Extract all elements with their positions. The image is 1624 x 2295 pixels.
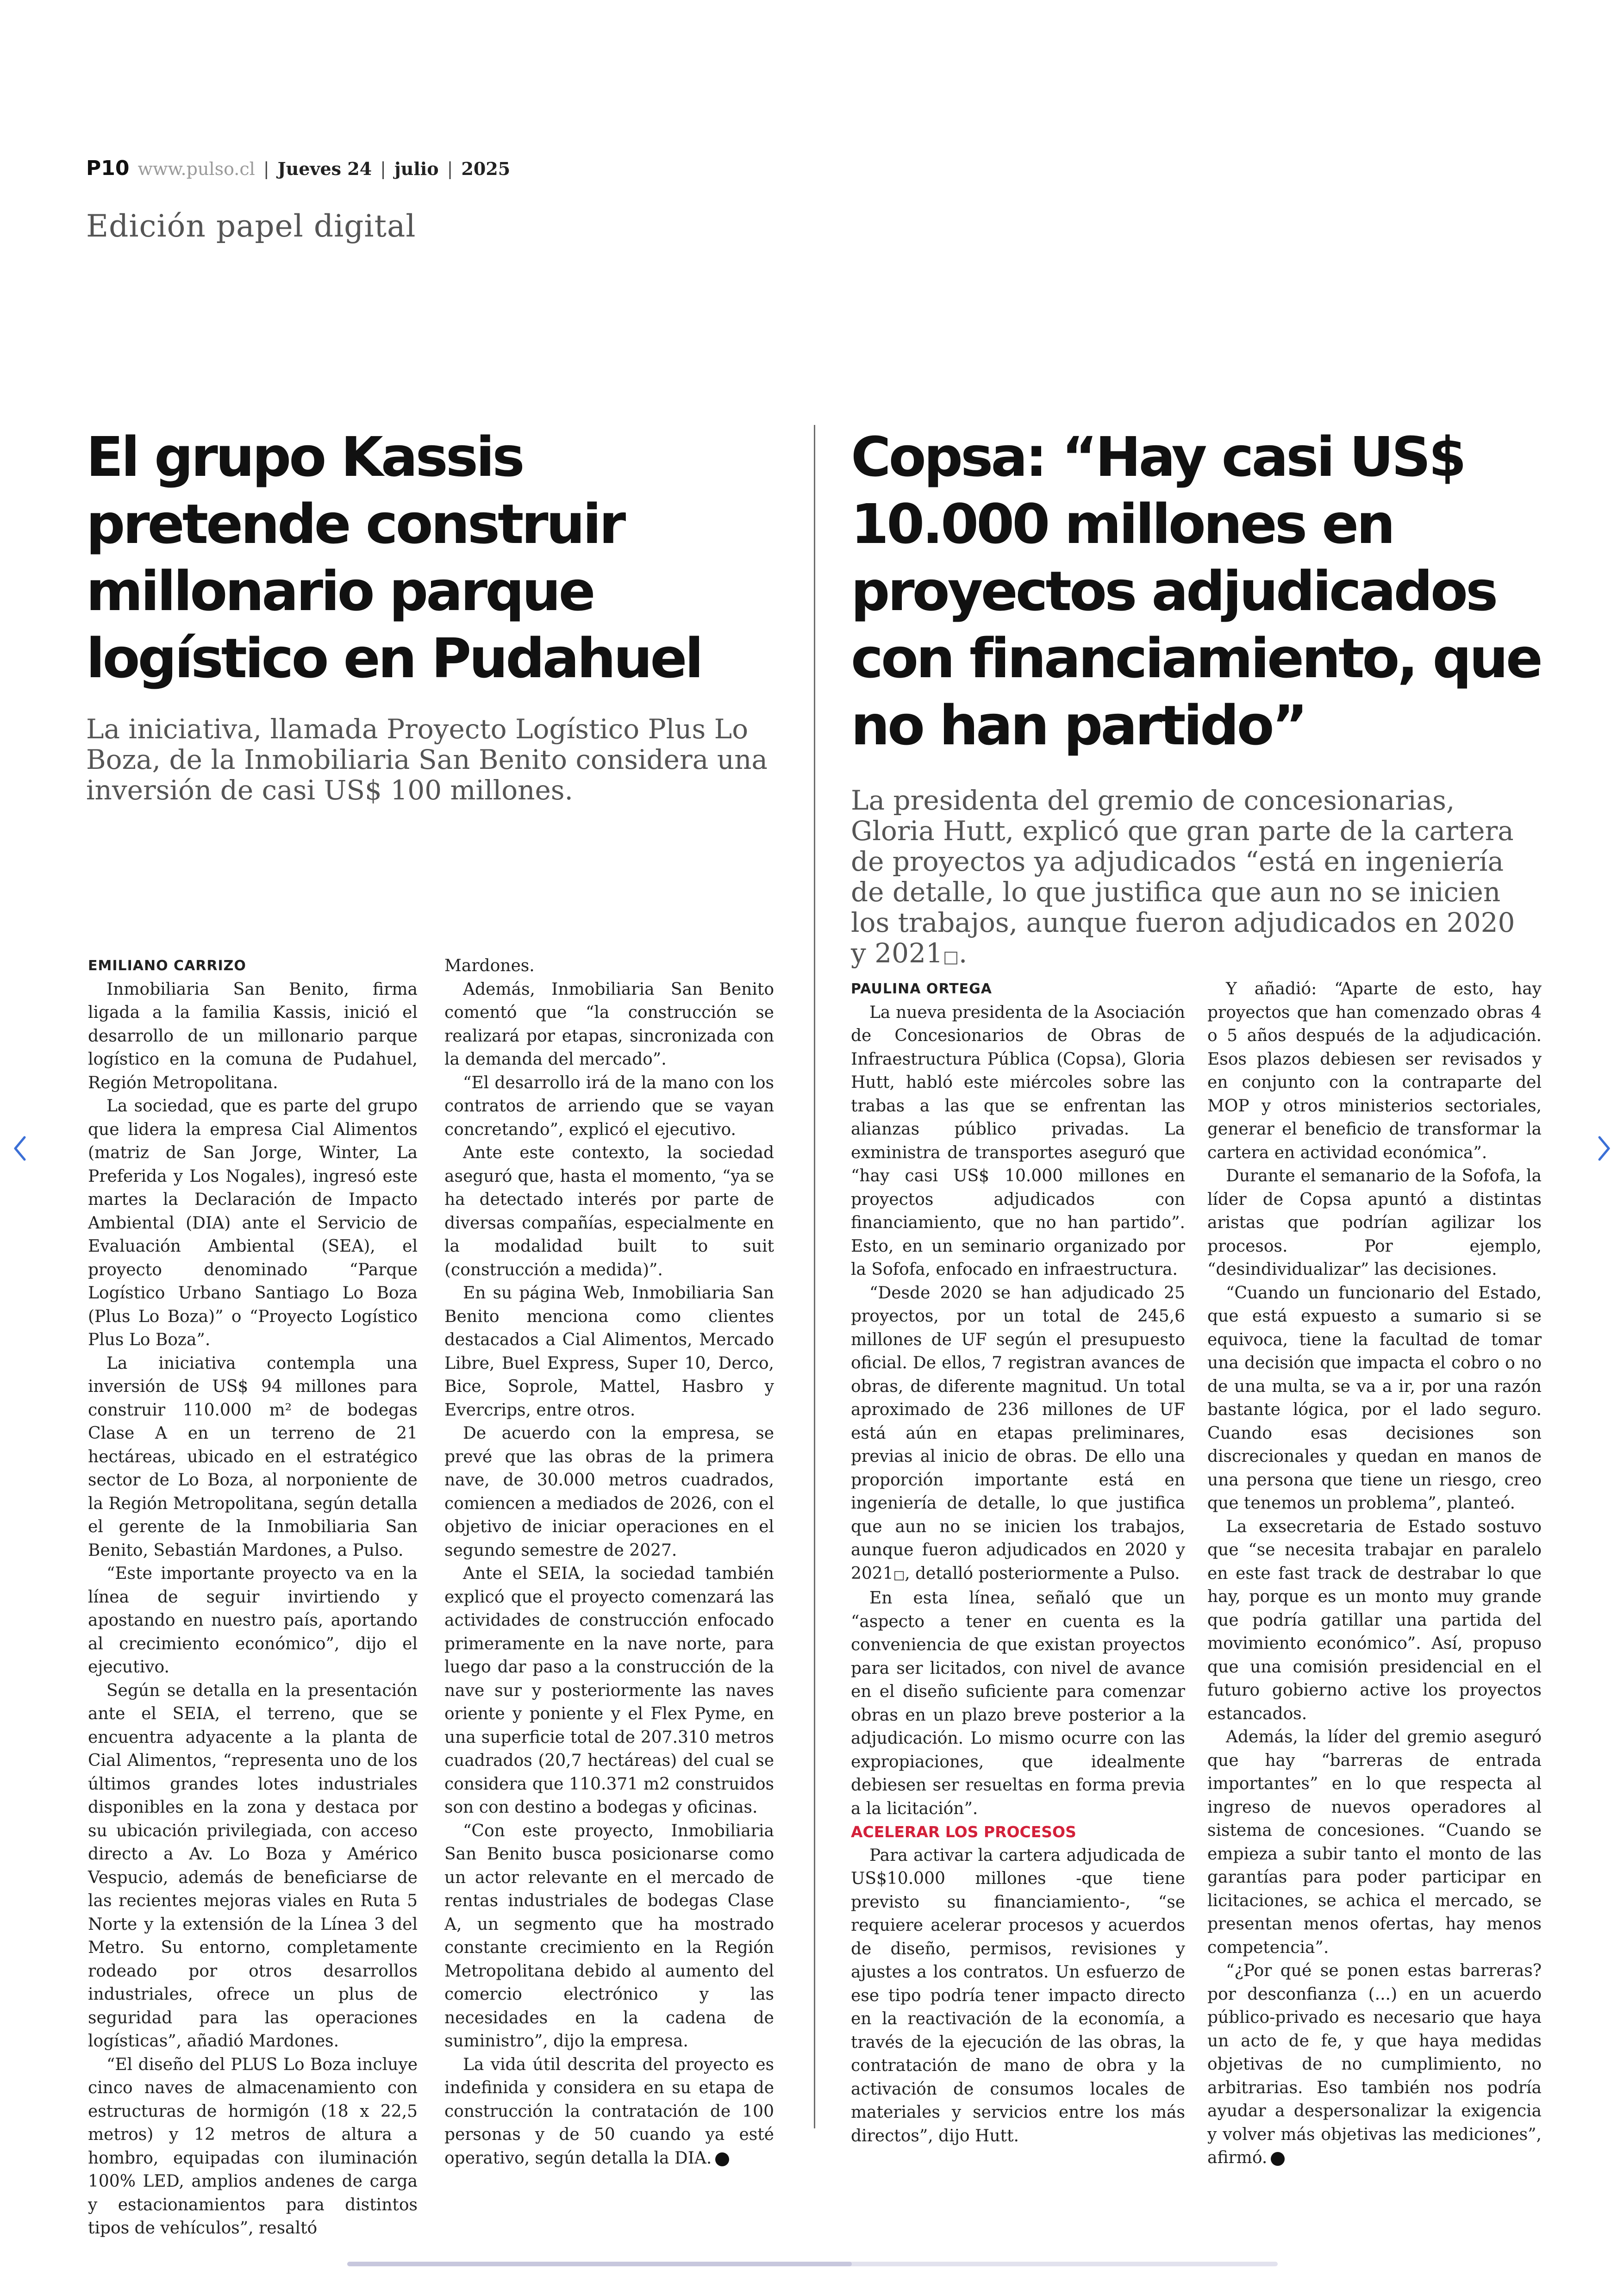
article1-paragraph: Según se detalla en la presentación ante el SEIA, el terreno, que se encuentra adyacente a la planta de Cial Alimentos, “representa uno de los últimos grandes lotes industriales disponibles en la zona y destaca por su ubicación privilegiada, con acceso directo a Av. Lo Boza y Américo Vespucio, además de beneficiarse de las recientes mejoras viales en Ruta 5 Norte y la extensión de la Línea 3 del Metro. Su entorno, completamente rodeado por otros desarrollos industriales, ofrece un plus de seguridad para las operaciones logísticas”, añadió Mardones. <box>88 1681 418 2051</box>
article1-paragraph: Mardones. <box>444 956 535 975</box>
article2-paragraph <box>851 1282 1185 1587</box>
article1-paragraph: Inmobiliaria San Benito, firma ligada a la familia Kassis, inició el desarrollo de un millonario parque logístico en la comuna de Pudahuel, Región Metropolitana. <box>88 979 418 1092</box>
article2-column-2 <box>1207 978 1542 2170</box>
box-glyph: □ <box>943 948 959 967</box>
article2-quote: “Desde 2020 se han adjudicado 25 proyectos, por un total de 245,6 millones de UF según el presupuesto oficial. De ellos, 7 registran avances de obras, de diferente magnitud. Un total aproximado de 236 millones de UF está aún en etapas preliminares, previas al inicio de obras. De ello una proporción importante está en ingeniería de detalle, lo que justifica que aun no se inicien los trabajos, aunque fueron adjudicados en 2020 y 2021 <box>851 1283 1185 1583</box>
article2-subhead: ACELERAR LOS PROCESOS <box>851 1823 1076 1841</box>
article2-column-1 <box>851 978 1185 2148</box>
box-glyph: □ <box>893 1568 905 1582</box>
pulso-end-mark-icon: P <box>715 2152 729 2166</box>
chevron-right-icon <box>1597 1135 1612 1162</box>
header-separator: | <box>380 159 386 179</box>
article1-headline: El grupo Kassis pretende construir millonario parque logístico en Pudahuel <box>86 425 701 690</box>
article2-paragraph: Y añadió: “Aparte de esto, hay proyectos que han comenzado obras 4 o 5 años después de la adjudicación. Esos plazos debiesen ser revisados y en conjunto con la contraparte del MOP y otros ministerios sectoriales, generar el beneficio de transformar la cartera en actividad económica”. <box>1207 979 1542 1162</box>
article2-byline: PAULINA ORTEGA <box>851 981 992 997</box>
article2-deck-text: La presidenta del gremio de concesionarias, Gloria Hutt, explicó que gran parte de la cartera de proyectos ya adjudicados “está en ingeniería de detalle, lo que justifica que aun no se inicien los trabajos, aunque fueron adjudicados en 2020 y 2021 <box>851 785 1515 969</box>
next-page-button[interactable] <box>1590 1128 1619 1169</box>
article2-paragraph: “Cuando un funcionario del Estado, que está expuesto a sumario si se equivoca, tiene la facultad de tomar una decisión que impacta el cobro o no de una multa, se va a ir, por una razón bastante lógica, por el lado seguro. Cuando esas decisiones son discrecionales y quedan en manos de una persona que tiene un riesgo, creo que tenemos un problema”, planteó. <box>1207 1283 1542 1513</box>
article1-paragraph: Ante el SEIA, la sociedad también explicó que el proyecto comenzará las actividades de construcción enfocado primeramente en la nave norte, para luego dar paso a la construcción de la nave sur y posteriormente las naves oriente y poniente y el Flex Pyme, en una superficie total de 207.310 metros cuadrados (20,7 hectáreas) del cual se considera que 110.371 m2 construidos son con destino a bodegas y oficinas. <box>444 1564 774 1817</box>
header-date-day: Jueves 24 <box>277 158 372 179</box>
site-url: www.pulso.cl <box>137 159 255 179</box>
page-header <box>86 156 510 193</box>
chevron-left-icon <box>12 1135 27 1162</box>
article1-paragraph: “El desarrollo irá de la mano con los contratos de arriendo que se vayan concretando”, explicó el ejecutivo. <box>444 1073 774 1139</box>
pulso-end-mark-icon: P <box>1271 2152 1285 2166</box>
article1-last-text: La vida útil descrita del proyecto es indefinida y considera en su etapa de construcción la contratación de 100 personas y de 50 cuando ya esté operativo, según detalla la DIA. <box>444 2055 774 2168</box>
article1-paragraph: “El diseño del PLUS Lo Boza incluye cinco naves de almacenamiento con estructuras de hormigón (18 x 22,5 metros) y 12 metros de altura a hombro, equipadas con iluminación 100% LED, amplios andenes de carga y estacionamientos para distintos tipos de vehículos”, resaltó <box>88 2055 418 2238</box>
article2-paragraph: Además, la líder del gremio aseguró que hay “barreras de entrada importantes” en lo que respecta al ingreso de nuevos operadores al sistema de concesiones. “Cuando se empieza a subir tanto el monto de las garantías para poder participar en licitaciones, se achica el mercado, se presentan menos ofertas, hay menos competencia”. <box>1207 1727 1542 1957</box>
article1-column-1 <box>88 954 418 2240</box>
edition-label: Edición papel digital <box>86 208 416 244</box>
article2-paragraph <box>1207 1959 1542 2170</box>
article2-paragraph: Durante el semanario de la Sofofa, la líder de Copsa apuntó a distintas aristas que podrían agilizar los procesos. Por ejemplo, “desindividualizar” las decisiones. <box>1207 1166 1542 1279</box>
article1-byline: EMILIANO CARRIZO <box>88 958 246 974</box>
column-divider <box>814 425 815 2128</box>
article1-paragraph: De acuerdo con la empresa, se prevé que las obras de la primera nave, de 30.000 metros cuadrados, comiencen a mediados de 2026, con el objetivo de iniciar operaciones en el segundo semestre de 2027. <box>444 1424 774 1560</box>
page-number: P10 <box>86 156 130 180</box>
article2-paragraph: La exsecretaria de Estado sostuvo que “se necesita trabajar en paralelo en este fast track de destrabar lo que hay, porque es un monto muy grande que podría gatillar una partida del movimiento económico”. Así, propuso que una comisión presidencial en el futuro gobierno active los proyectos estancados. <box>1207 1517 1542 1723</box>
header-date-month: julio <box>394 158 439 179</box>
article1-paragraph: La sociedad, que es parte del grupo que lidera la empresa Cial Alimentos (matriz de San Jorge, Winter, La Preferida y Los Nogales), ingresó este martes la Declaración de Impacto Ambiental (DIA) ante el Servicio de Evaluación Ambiental (SEA), el proyecto denominado “Parque Logístico Urbano Santiago Lo Boza (Plus Lo Boza)” o “Proyecto Logístico Plus Lo Boza”. <box>88 1097 418 1349</box>
horizontal-scrollbar-thumb[interactable] <box>347 2262 852 2266</box>
prev-page-button[interactable] <box>5 1128 34 1169</box>
header-separator: | <box>263 159 269 179</box>
article2-paragraph: Para activar la cartera adjudicada de US$10.000 millones -que tiene previsto su financiamiento-, “se requiere acelerar procesos y acuerdos de diseño, permisos, revisiones y ajustes a los contratos. Un esfuerzo de ese tipo podría tener impacto directo en la reactivación de la economía, a través de la ejecución de las obras, la contratación de mano de obra y la activación de consumos locales de materiales y servicios entre los más directos”, dijo Hutt. <box>851 1846 1185 2145</box>
article2-deck <box>851 785 1536 973</box>
article1-paragraph: “Este importante proyecto va en la línea de seguir invirtiendo y apostando en nuestro país, aportando al crecimiento económico”, dijo el ejecutivo. <box>88 1564 418 1677</box>
article1-paragraph: Además, Inmobiliaria San Benito comentó que “la construcción se realizará por etapas, sincronizada con la demanda del mercado”. <box>444 979 774 1069</box>
article2-headline: Copsa: “Hay casi US$ 10.000 millones en proyectos adjudicados con financiamiento, que no han partido” <box>851 425 1541 757</box>
article1-column-2 <box>444 954 774 2170</box>
article2-paragraph: La nueva presidenta de la Asociación de Concesionarios de Obras de Infraestructura Pública (Copsa), Gloria Hutt, habló este miércoles sobre las trabas a las que se enfrentan las alianzas público privadas. La exministra de transportes aseguró que “hay casi US$ 10.000 millones en proyectos adjudicados con financiamiento, que no han partido”. Esto, en un seminario organizado por la Sofofa, enfocado en infraestructura. <box>851 1003 1185 1279</box>
article2-quote-tail: , detalló posteriormente a Pulso. <box>905 1564 1180 1583</box>
header-separator: | <box>447 159 453 179</box>
article1-paragraph <box>444 2053 774 2170</box>
header-date-year: 2025 <box>461 158 511 179</box>
article2-paragraph: En esta línea, señaló que un “aspecto a tener en cuenta es la conveniencia de que existan proyectos para ser licitados, con nivel de avance en el diseño suficiente para comenzar obras en un plazo breve posterior a la adjudicación. Lo mismo ocurre con las expropiaciones, que idealmente debiesen ser resueltas en forma previa a la licitación”. <box>851 1589 1185 1818</box>
article1-paragraph: En su página Web, Inmobiliaria San Benito menciona como clientes destacados a Cial Alimentos, Mercado Libre, Buel Express, Super 10, Derco, Bice, Soprole, Mattel, Hasbro y Evercrips, entre otros. <box>444 1284 774 1420</box>
article1-paragraph: “Con este proyecto, Inmobiliaria San Benito busca posicionarse como un actor relevante en el mercado de rentas industriales de bodegas Clase A, un segmento que ha mostrado constante crecimiento en la Región Metropolitana debido al aumento del comercio electrónico y las necesidades en la cadena de suministro”, dijo la empresa. <box>444 1821 774 2051</box>
article1-paragraph: La iniciativa contempla una inversión de US$ 94 millones para construir 110.000 m² de bodegas Clase A en un terreno de 21 hectáreas, ubicado en el estratégico sector de Lo Boza, al norponiente de la Región Metropolitana, según detalla el gerente de la Inmobiliaria San Benito, Sebastián Mardones, a Pulso. <box>88 1353 418 1560</box>
article2-last-text: “¿Por qué se ponen estas barreras? por desconfianza (...) en un acuerdo público-privado es necesario que haya un acto de fe, y que haya medidas objetivas de no cumplimiento, no arbitrarias. Eso también nos podría ayudar a despersonalizar la exigencia y volver más objetivas las mediciones”, afirmó. <box>1207 1961 1542 2167</box>
article2-deck-end: . <box>958 937 968 969</box>
article1-paragraph: Ante este contexto, la sociedad aseguró que, hasta el momento, “ya se ha detectado interés por parte de diversas compañías, especialmente en la modalidad built to suit (construcción a medida)”. <box>444 1143 774 1279</box>
article1-deck: La iniciativa, llamada Proyecto Logístico Plus Lo Boza, de la Inmobiliaria San Benito considera una inversión de casi US$ 100 millones. <box>86 713 768 806</box>
